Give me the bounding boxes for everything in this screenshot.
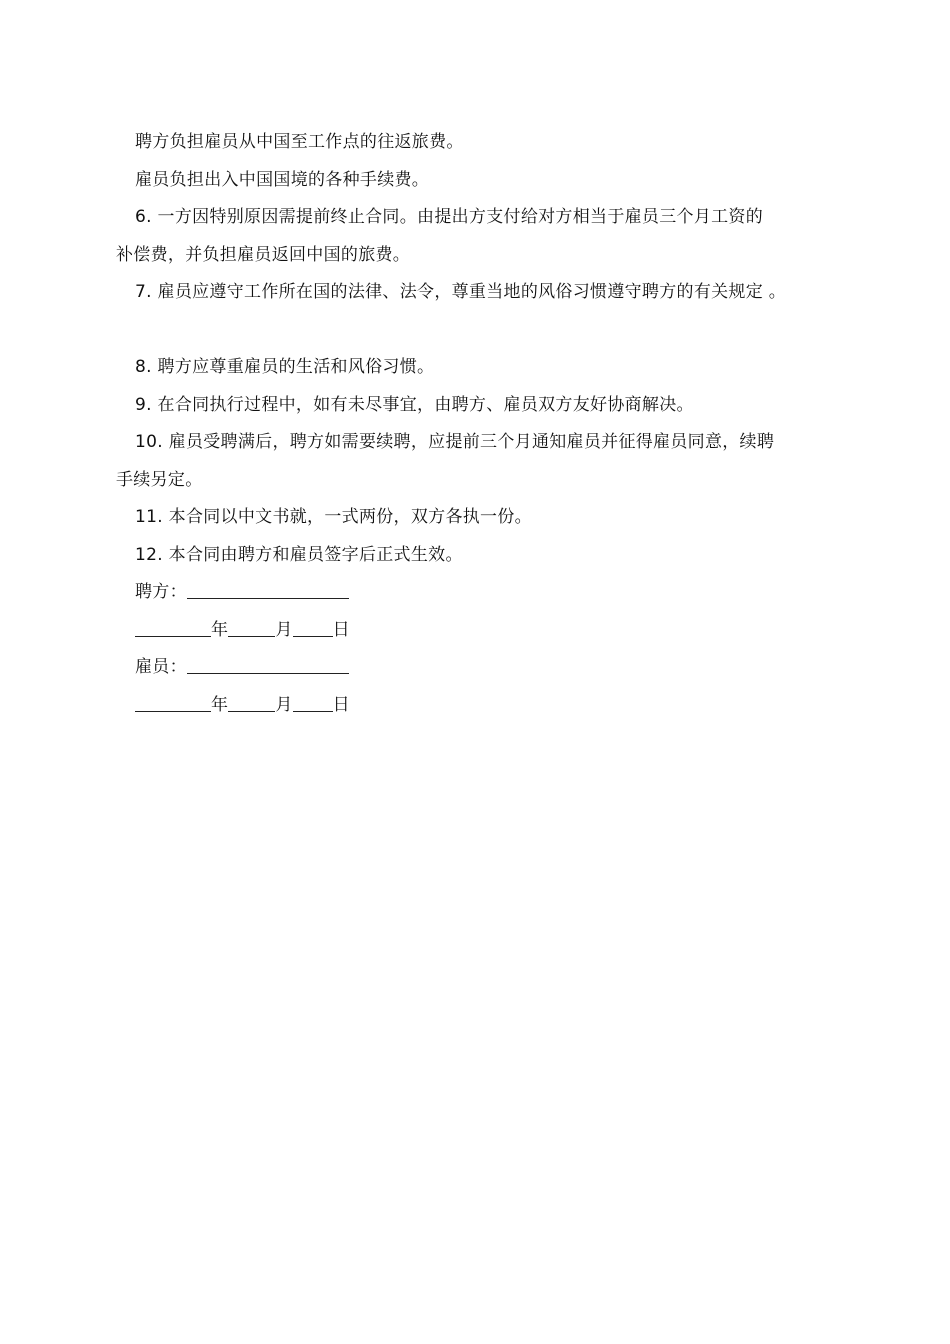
day-label: 日 bbox=[332, 694, 350, 715]
day-label: 日 bbox=[332, 619, 350, 640]
year-label: 年 bbox=[211, 619, 229, 640]
clause-11: 11. 本合同以中文书就，一式两份，双方各执一份。 bbox=[135, 507, 532, 527]
clause-10: 10. 雇员受聘满后，聘方如需要续聘，应提前三个月通知雇员并征得雇员同意，续聘 bbox=[135, 432, 775, 452]
blank-line bbox=[116, 312, 846, 350]
day-blank[interactable] bbox=[293, 689, 333, 712]
year-blank[interactable] bbox=[135, 689, 211, 712]
month-blank[interactable] bbox=[228, 689, 275, 712]
clause-6-continuation: 补偿费，并负担雇员返回中国的旅费。 bbox=[116, 244, 411, 265]
employer-signature-blank[interactable] bbox=[187, 576, 349, 599]
paragraph-line: 雇员负担出入中国国境的各种手续费。 bbox=[135, 169, 430, 190]
clause-7: 7. 雇员应遵守工作所在国的法律、法令，尊重当地的风俗习惯遵守聘方的有关规定 。 bbox=[135, 282, 787, 302]
clause-9: 9. 在合同执行过程中，如有未尽事宜，由聘方、雇员双方友好协商解决。 bbox=[135, 394, 694, 415]
clause-8: 8. 聘方应尊重雇员的生活和风俗习惯。 bbox=[135, 357, 435, 377]
employer-label: 聘方： bbox=[135, 582, 187, 602]
employee-label: 雇员： bbox=[135, 657, 187, 677]
month-blank[interactable] bbox=[228, 614, 275, 637]
contract-body bbox=[116, 124, 846, 724]
clause-10-continuation: 手续另定。 bbox=[116, 469, 203, 490]
month-label: 月 bbox=[275, 619, 293, 640]
month-label: 月 bbox=[275, 694, 293, 715]
employer-signature-line bbox=[116, 574, 846, 612]
year-blank[interactable] bbox=[135, 614, 211, 637]
clause-12: 12. 本合同由聘方和雇员签字后正式生效。 bbox=[135, 544, 463, 565]
employee-signature-blank[interactable] bbox=[187, 651, 349, 674]
employer-date-line bbox=[116, 612, 846, 650]
year-label: 年 bbox=[211, 694, 229, 715]
employee-signature-line bbox=[116, 649, 846, 687]
clause-6: 6. 一方因特别原因需提前终止合同。由提出方支付给对方相当于雇员三个月工资的 bbox=[135, 207, 764, 227]
paragraph-line: 聘方负担雇员从中国至工作点的往返旅费。 bbox=[135, 132, 464, 152]
day-blank[interactable] bbox=[293, 614, 333, 637]
employee-date-line bbox=[116, 687, 846, 725]
